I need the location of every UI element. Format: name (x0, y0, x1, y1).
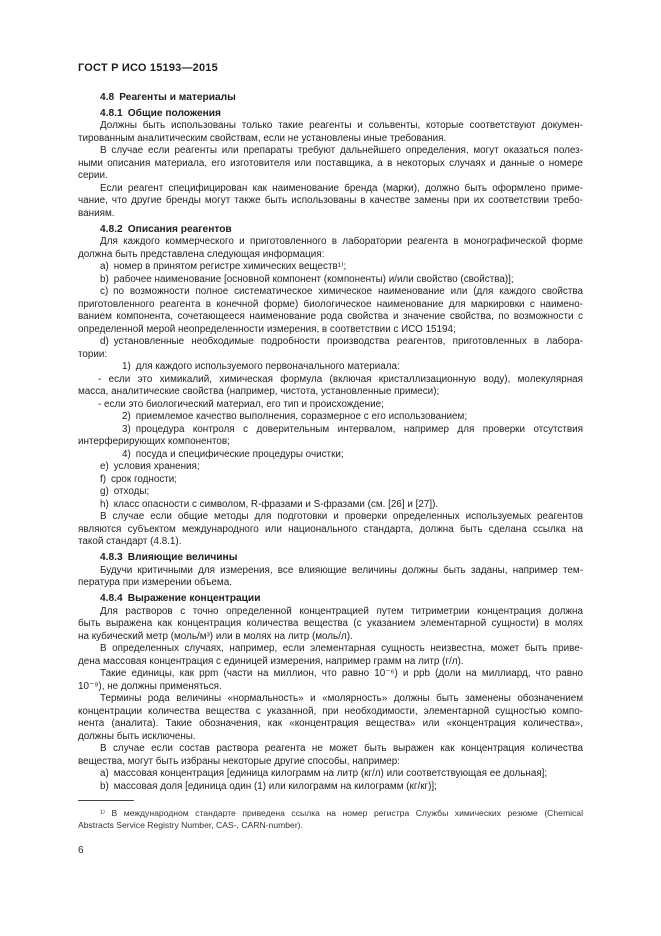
paragraph (78, 286, 583, 336)
text-line: c) по возможности полное систематическое химическое наименование или (для каждого свойства (100, 286, 583, 297)
section-heading (78, 108, 583, 121)
text-line: приготовленного реагента в конечной форме) биологическое наименование для маркировки с наимено- (78, 298, 583, 310)
footnote-line: Abstracts Service Registry Number, CAS-, CARN-number). (78, 820, 303, 831)
text-line: 4.8.1 Общие положения (100, 107, 221, 119)
text-line: Такие единицы, как ppm (части на миллион, что равно 10⁻⁶) и ppb (доли на миллиард, что равно (100, 668, 583, 679)
text-line: пература при измерении объема. (78, 577, 232, 588)
footnote-rule (78, 800, 134, 801)
text-line: g) отходы; (100, 486, 150, 497)
paragraph (78, 336, 583, 361)
text-line: Должны быть использованы только такие реагенты и сольвенты, которые соответствуют докумен- (100, 120, 583, 131)
paragraph (78, 399, 583, 412)
paragraph (78, 565, 583, 590)
text-line: b) массовая доля [единица один (1) или килограмм на килограмм (кг/кг)]; (100, 780, 437, 792)
text-line: быть выражена как концентрация количества вещества (с указанием элементарной сущности) в молях (78, 618, 583, 629)
text-line: ными описания материала, его изготовителя или поставщика, а в некоторых случаях и данные о номере (78, 157, 583, 169)
standard-number-header: ГОСТ Р ИСО 15193—2015 (78, 62, 218, 74)
text-line: ваниям. (78, 207, 115, 219)
text-line: такой стандарт (4.8.1). (78, 536, 182, 547)
paragraph (78, 424, 583, 449)
paragraph (78, 374, 583, 399)
paragraph (78, 511, 583, 549)
text-line: В определенных случаях, например, если элементарная сущность неизвестна, может быть приве- (100, 643, 583, 654)
text-line: b) рабочее наименование [основной компонент (компоненты) и/или свойство (свойства)]; (100, 273, 514, 285)
paragraph (78, 236, 583, 261)
document-body (78, 88, 583, 793)
text-line: тированным аналитическим свойствам, если не установлены иные требования. (78, 132, 447, 144)
section-heading (78, 593, 583, 606)
text-line: - если это биологический материал, его тип и происхождение; (98, 398, 384, 410)
text-line: концентрации количества вещества с указанной, при необходимости, элементарной сущностью компо- (78, 705, 583, 717)
text-line: определенной мерой неопределенности измерения, в соответствии с ИСО 15194; (78, 323, 456, 335)
text-line: В случае если общие методы для подготовки и проверки определенных используемых реагентов (100, 511, 583, 522)
text-line: ванием компонента, сочетающееся наименование рода свойства и значение свойства, по возможности с (78, 311, 583, 322)
page-number: 6 (78, 845, 84, 856)
text-line: 4.8.2 Описания реагентов (100, 223, 232, 235)
text-line: тории: (78, 348, 108, 360)
text-line: на кубический метр (моль/м³) или в молях на литр (моль/л). (78, 630, 353, 642)
text-line: Термины рода величины «нормальность» и «молярность» должны быть заменены обозначением (100, 693, 583, 704)
text-line: являются субъектом международного или национального стандарта, должна быть сделана ссылка на (78, 523, 583, 535)
paragraph (78, 693, 583, 743)
text-line: 2) приемлемое качество выполнения, соразмерное с его использованием; (122, 411, 468, 422)
text-line: Для каждого коммерческого и приготовленного в лаборатории реагента в монографической форме (100, 236, 583, 247)
footnote-text (78, 807, 583, 832)
text-line: 4) посуда и специфические процедуры очистки; (122, 448, 344, 460)
paragraph (78, 411, 583, 424)
text-line: h) класс опасности с символом, R-фразами и S-фразами (см. [26] и [27]). (100, 498, 439, 510)
text-line: должна быть представлена следующая информация: (78, 248, 325, 260)
text-line: интерферирующих компонентов; (78, 436, 230, 447)
section-heading (78, 92, 583, 105)
paragraph (78, 183, 583, 221)
text-line: - если это химикалий, химическая формула (включая кристаллизационную воду), молекулярная (98, 373, 583, 385)
paragraph (78, 145, 583, 183)
text-line: 4.8.3 Влияющие величины (100, 552, 238, 563)
text-line: f) срок годности; (100, 473, 178, 485)
text-line: 4.8 Реагенты и материалы (100, 91, 236, 103)
paragraph (78, 120, 583, 145)
section-heading (78, 224, 583, 237)
text-line: масса, аналитические свойства (например, чистота, установленные примеси); (78, 386, 440, 397)
paragraph (78, 261, 583, 274)
footnote-area (78, 800, 583, 832)
paragraph (78, 449, 583, 462)
text-line: В случае если состав раствора реагента не может быть выражен как концентрация количества (100, 743, 583, 754)
text-line: В случае если реагенты или препараты требуют дальнейшего определения, могут оказаться полез- (100, 145, 583, 156)
text-line: a) массовая концентрация [единица килограмм на литр (кг/л) или соответствующая ее дольная]; (100, 768, 548, 779)
paragraph (78, 743, 583, 768)
paragraph (78, 461, 583, 474)
text-line: должны быть исключены. (78, 730, 196, 742)
text-line: 3) процедура контроля с доверительным интервалом, например для проверки отсутствия (122, 423, 583, 435)
paragraph (78, 361, 583, 374)
text-line: Будучи критичными для измерения, все влияющие величины должны быть заданы, например тем- (100, 564, 583, 576)
paragraph (78, 486, 583, 499)
paragraph (78, 781, 583, 794)
text-line: e) условия хранения; (100, 461, 200, 472)
text-line: нента (аналита). Такие обозначения, как «концентрация вещества» или «концентрация количества», (78, 718, 583, 729)
paragraph (78, 668, 583, 693)
paragraph (78, 768, 583, 781)
text-line: 4.8.4 Выражение концентрации (100, 593, 261, 604)
text-line: серии. (78, 170, 108, 181)
paragraph (78, 606, 583, 644)
text-line: Для растворов с точно определенной концентрацией путем титриметрии концентрация должна (100, 605, 583, 617)
paragraph (78, 274, 583, 287)
text-line: a) номер в принятом регистре химических веществ¹⁾; (100, 261, 347, 272)
text-line: Если реагент специфицирован как наименование бренда (марки), должно быть оформлено приме- (100, 182, 583, 194)
text-line: вещества, могут быть избраны некоторые другие способы, например: (78, 755, 401, 767)
section-heading (78, 552, 583, 565)
text-line: дена массовая концентрация с единицей измерения, например грамм на литр (г/л). (78, 655, 464, 667)
text-line: 1) для каждого используемого первоначального материала: (122, 361, 400, 372)
text-line: чание, что другие бренды могут также быть использованы в качестве замены при их соответствии требо- (78, 195, 583, 206)
text-line: 10⁻⁹), не должны применяться. (78, 680, 222, 692)
text-line: d) установленные необходимые подробности производства реагентов, приготовленных в лабора- (100, 336, 583, 347)
paragraph (78, 643, 583, 668)
footnote-line: ¹⁾ В международном стандарте приведена ссылка на номер регистра Службы химических резюме (Chemical (100, 808, 583, 818)
paragraph (78, 499, 583, 512)
paragraph (78, 474, 583, 487)
